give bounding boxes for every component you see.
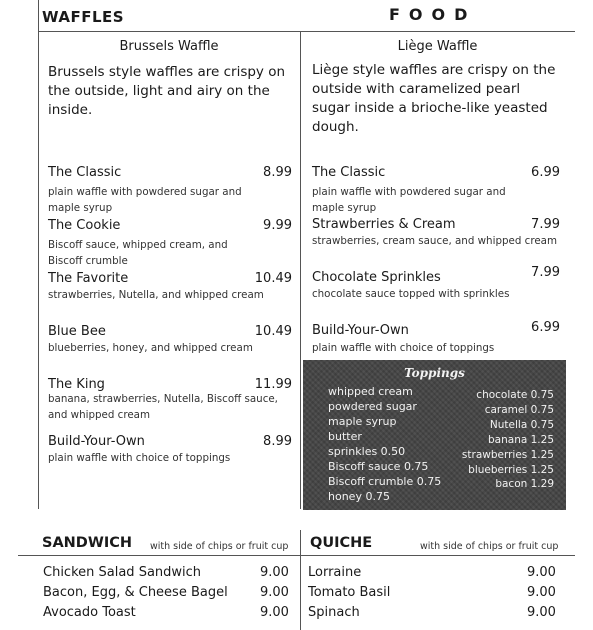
sandwich-item-price: 9.00 — [260, 585, 289, 600]
item-price: 8.99 — [263, 165, 292, 180]
sandwich-item-price: 9.00 — [260, 605, 289, 620]
item-name: Chocolate Sprinkles — [312, 270, 441, 285]
left-border-line — [38, 0, 39, 509]
topping-item: honey 0.75 — [328, 490, 390, 503]
brussels-heading: Brussels Waffle — [119, 39, 219, 54]
quiche-item-name: Tomato Basil — [308, 585, 391, 600]
section-title-waffles: WAFFLES — [42, 8, 125, 26]
brussels-intro: Brussels style waffles are crispy on the outside, light and airy on the inside. — [48, 64, 286, 118]
item-price: 10.49 — [254, 271, 292, 286]
item-description: banana, strawberries, Nutella, Biscoff sauce, and whipped cream — [48, 393, 278, 421]
bottom-divider-line — [300, 530, 301, 630]
quiche-item-name: Lorraine — [308, 565, 362, 580]
sandwich-item-name: Bacon, Egg, & Cheese Bagel — [43, 585, 228, 600]
item-price: 8.99 — [263, 434, 292, 449]
topping-item: Biscoff crumble 0.75 — [328, 475, 442, 488]
quiche-note: with side of chips or fruit cup — [420, 541, 559, 552]
item-name: The Cookie — [48, 218, 121, 233]
item-name: The Favorite — [48, 271, 129, 286]
item-price: 6.99 — [531, 165, 560, 180]
item-description: plain waffle with powdered sugar and maple syrup — [48, 186, 242, 214]
topping-item: powdered sugar — [328, 400, 417, 413]
sandwich-item-name: Avocado Toast — [43, 605, 136, 620]
item-description: plain waffle with choice of toppings — [312, 342, 495, 354]
topping-item: chocolate 0.75 — [476, 389, 554, 401]
item-description: strawberries, cream sauce, and whipped cream — [312, 235, 558, 247]
toppings-title: Toppings — [404, 366, 465, 380]
item-name: The King — [48, 377, 105, 392]
topping-item: Biscoff sauce 0.75 — [328, 460, 429, 473]
quiche-title: QUICHE — [310, 535, 373, 551]
item-name: The Classic — [312, 165, 386, 180]
item-description: plain waffle with powdered sugar and maple syrup — [312, 186, 506, 214]
bottom-section-rule — [18, 555, 575, 556]
header-rule — [38, 31, 575, 32]
sandwich-item-price: 9.00 — [260, 565, 289, 580]
topping-item: Nutella 0.75 — [489, 418, 554, 431]
item-price: 9.99 — [263, 218, 292, 233]
topping-item: blueberries 1.25 — [468, 463, 554, 476]
page-title: FOOD — [389, 5, 477, 24]
topping-item: sprinkles 0.50 — [328, 445, 406, 458]
sandwich-item-name: Chicken Salad Sandwich — [43, 565, 202, 580]
item-name: Build-Your-Own — [48, 434, 145, 449]
item-description: plain waffle with choice of toppings — [48, 452, 231, 464]
item-name: Strawberries & Cream — [312, 217, 456, 232]
item-description: blueberries, honey, and whipped cream — [48, 342, 253, 354]
center-divider-line — [300, 31, 301, 509]
topping-item: strawberries 1.25 — [461, 448, 554, 461]
item-name: Build-Your-Own — [312, 323, 409, 338]
quiche-item-price: 9.00 — [527, 585, 556, 600]
item-price: 7.99 — [531, 217, 560, 232]
toppings-list-right — [462, 388, 554, 492]
item-price: 6.99 — [531, 320, 560, 335]
liege-heading: Liège Waffle — [397, 39, 478, 54]
item-description: chocolate sauce topped with sprinkles — [312, 288, 510, 300]
sandwich-title: SANDWICH — [42, 535, 133, 551]
topping-item: maple syrup — [328, 415, 397, 428]
toppings-list-left — [328, 384, 441, 504]
item-description: Biscoff sauce, whipped cream, and Biscoff crumble — [48, 239, 228, 267]
liege-intro: Liège style waffles are crispy on the outside with caramelized pearl sugar inside a brioche-like yeasted dough. — [312, 62, 556, 135]
quiche-item-name: Spinach — [308, 605, 360, 620]
item-name: Blue Bee — [48, 324, 106, 339]
quiche-item-price: 9.00 — [527, 605, 556, 620]
item-description: strawberries, Nutella, and whipped cream — [48, 289, 264, 301]
topping-item: butter — [328, 430, 362, 443]
sandwich-note: with side of chips or fruit cup — [150, 541, 289, 552]
topping-item: bacon 1.29 — [495, 478, 554, 491]
toppings-panel — [303, 360, 566, 510]
quiche-item-price: 9.00 — [527, 565, 556, 580]
item-name: The Classic — [48, 165, 122, 180]
item-price: 7.99 — [531, 265, 560, 280]
topping-item: whipped cream — [328, 385, 413, 398]
topping-item: banana 1.25 — [488, 433, 554, 446]
topping-item: caramel 0.75 — [484, 403, 554, 416]
item-price: 11.99 — [254, 377, 292, 392]
item-price: 10.49 — [254, 324, 292, 339]
